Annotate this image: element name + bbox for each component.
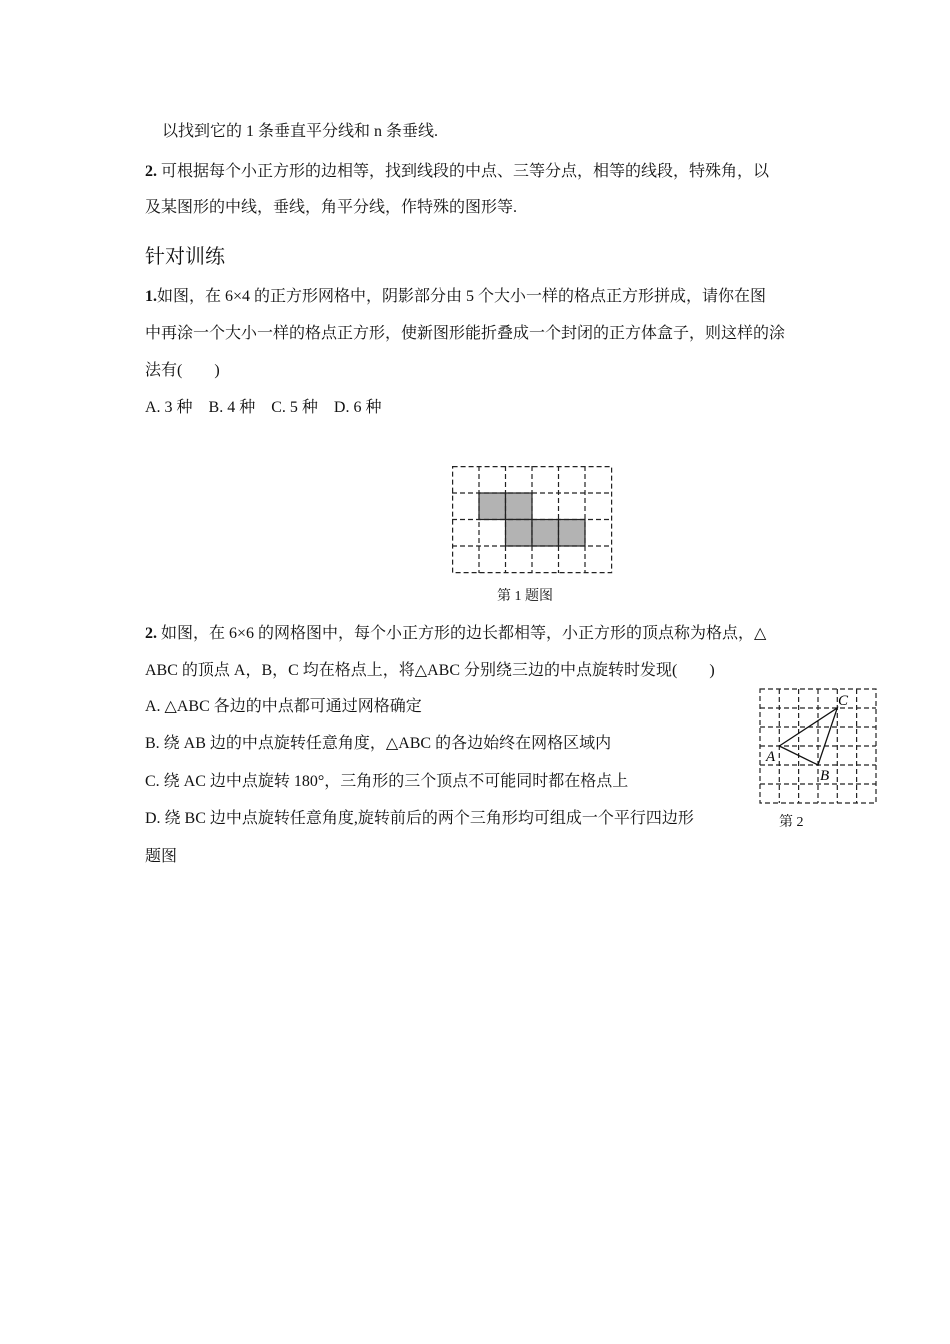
- tip-2-line-1: [145, 162, 769, 182]
- tip-2-line-2: 及某图形的中线，垂线，角平分线，作特殊的图形等.: [145, 199, 518, 216]
- tip-line-1: 以找到它的 1 条垂直平分线和 n 条垂线.: [162, 123, 439, 140]
- q2-line-2: ABC 的顶点 A，B，C 均在格点上，将△ABC 分别绕三边的中点旋转时发现( ): [145, 662, 715, 679]
- svg-text:C: C: [838, 693, 849, 709]
- q2-line-1: [145, 624, 766, 644]
- tip-number: 2.: [145, 163, 157, 180]
- q1-number: 1.: [145, 288, 157, 305]
- q2-text: 如图，在 6×6 的网格图中，每个小正方形的边长都相等，小正方形的顶点称为格点，△: [157, 625, 767, 642]
- q2-grid-figure: [758, 687, 880, 807]
- q2-caption-tail: 题图: [145, 848, 178, 865]
- svg-text:A: A: [766, 749, 776, 765]
- triangle-abc: [779, 708, 837, 765]
- tip-text: 可根据每个小正方形的边相等，找到线段的中点、三等分点，相等的线段，特殊角，以: [157, 163, 770, 180]
- q1-text: 如图，在 6×4 的正方形网格中，阴影部分由 5 个大小一样的格点正方形拼成，请你在图: [157, 288, 767, 305]
- q2-number: 2.: [145, 625, 157, 642]
- q1-line-3: 法有( ): [145, 362, 220, 379]
- q1-grid-figure: [452, 466, 614, 576]
- q2-option-b: B. 绕 AB 边的中点旋转任意角度，△ABC 的各边始终在网格区域内: [145, 735, 612, 752]
- q2-option-c: C. 绕 AC 边中点旋转 180°，三角形的三个顶点不可能同时都在格点上: [145, 773, 629, 790]
- q2-caption: 第 2: [779, 815, 804, 830]
- q1-line-1: [145, 287, 766, 307]
- section-title: 针对训练: [145, 244, 225, 268]
- q1-caption: 第 1 题图: [497, 589, 553, 604]
- q2-option-a: A. △ABC 各边的中点都可通过网格确定: [145, 698, 422, 715]
- q1-options: A. 3 种 B. 4 种 C. 5 种 D. 6 种: [145, 399, 382, 416]
- q2-option-d: D. 绕 BC 边中点旋转任意角度,旋转前后的两个三角形均可组成一个平行四边形: [145, 810, 694, 827]
- svg-text:B: B: [820, 768, 830, 784]
- q1-line-2: 中再涂一个大小一样的格点正方形，使新图形能折叠成一个封闭的正方体盒子，则这样的涂: [145, 325, 786, 342]
